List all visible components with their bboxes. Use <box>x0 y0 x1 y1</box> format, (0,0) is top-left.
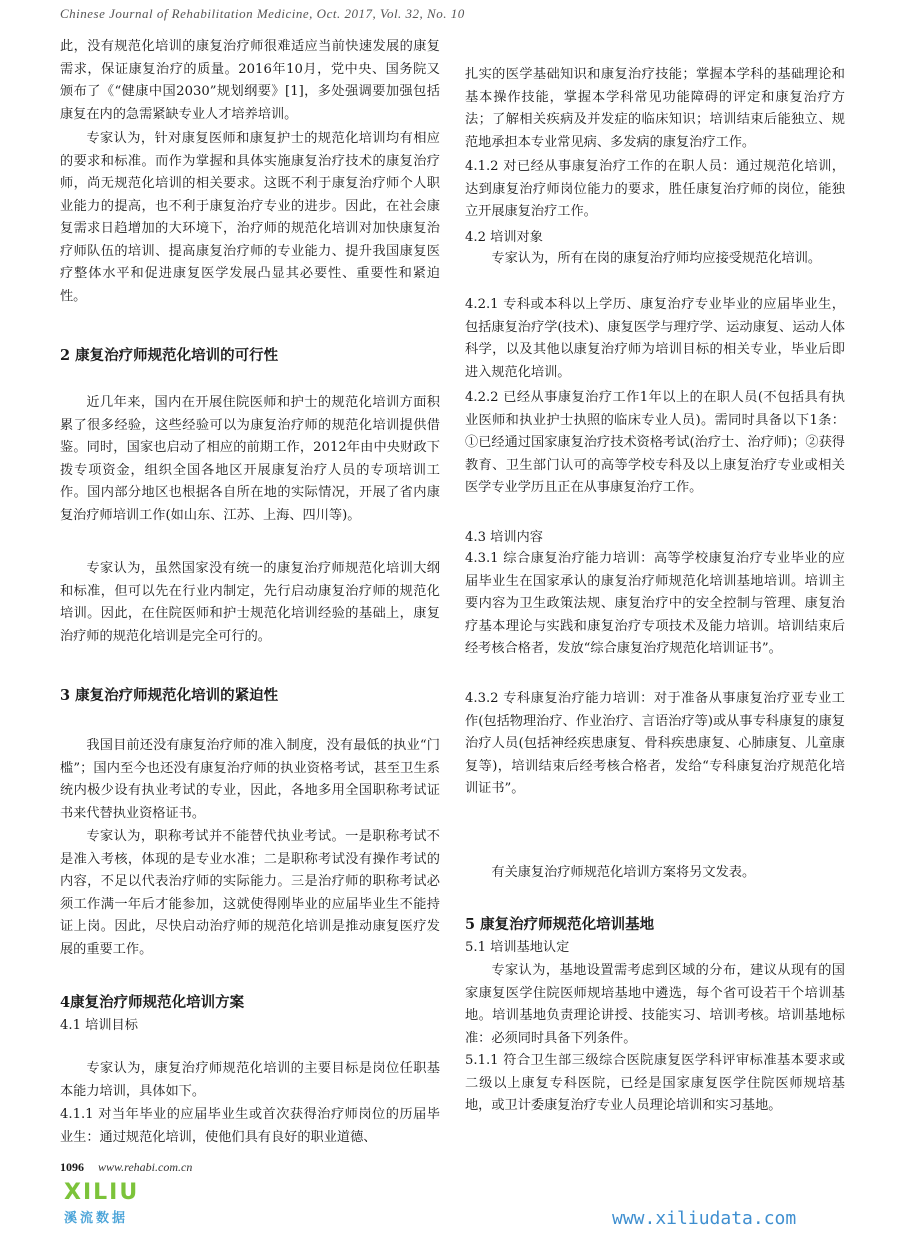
xiliu-logo <box>64 1180 154 1228</box>
logo-wordmark: XILIU <box>64 1180 140 1205</box>
paragraph: 4.2.2 已经从事康复治疗工作1年以上的在职人员(不包括具有执业医师和执业护士执照的临床专业人员)。需同时具备以下1条：①已经通过国家康复治疗技术资格考试(治疗士、治疗师)；②获得教育、卫生部门认可的高等学校专科及以上康复治疗专业或相关医学专业学历且正在从事康复治疗工作。 <box>465 390 845 495</box>
paragraph: 专家认为，康复治疗师规范化培训的主要目标是岗位任职基本能力培训，具体如下。 <box>60 1061 440 1099</box>
paragraph: 我国目前还没有康复治疗师的准入制度，没有最低的执业“门槛”；国内至今也还没有康复治疗师的执业资格考试，甚至卫生系统内极少设有执业考试的专业，因此，各地多用全国职称考试证书来代替执业资格证书。 <box>60 738 440 821</box>
subsection-heading: 4.1 培训目标 <box>60 1018 138 1033</box>
section-heading: 4康复治疗师规范化培训方案 <box>60 994 245 1011</box>
section-heading: 3 康复治疗师规范化培训的紧迫性 <box>60 687 279 704</box>
paragraph: 专家认为，职称考试并不能替代执业考试。一是职称考试不是准入考核，体现的是专业水准；二是职称考试没有操作考试的内容，不足以代表治疗师的实际能力。三是治疗师的职称考试必须工作满一年后才能参加，这就使得刚毕业的应届毕业生不能持证上岗。因此，尽快启动治疗师的规范化培训是推动康复医疗发展的重要工作。 <box>60 829 440 957</box>
section-heading: 2 康复治疗师规范化培训的可行性 <box>60 347 279 364</box>
journal-header: Chinese Journal of Rehabilitation Medicine, Oct. 2017, Vol. 32, No. 10 <box>60 6 465 21</box>
paragraph: 专家认为，虽然国家没有统一的康复治疗师规范化培训大纲和标准，但可以先在行业内制定，先行启动康复治疗师的规范化培训。因此，在住院医师和护士规范化培训经验的基础上，康复治疗师的规范化培训是完全可行的。 <box>60 561 440 644</box>
paragraph: 4.2.1 专科或本科以上学历、康复治疗专业毕业的应届毕业生，包括康复治疗学(技术)、康复医学与理疗学、运动康复、运动人体科学，以及其他以康复治疗师为培训目标的相关专业，毕业后即进入规范化培训。 <box>465 297 845 380</box>
section-heading: 5 康复治疗师规范化培训基地 <box>465 916 655 933</box>
logo-subtitle: 溪流数据 <box>64 1211 129 1226</box>
paragraph: 此，没有规范化培训的康复治疗师很难适应当前快速发展的康复需求，保证康复治疗的质量。2016年10月，党中央、国务院又颁布了《“健康中国2030”规划纲要》[1]，多处强调要加强包括康复在内的急需紧缺专业人才培养培训。 <box>60 39 440 122</box>
paragraph: 扎实的医学基础知识和康复治疗技能；掌握本学科的基础理论和基本操作技能，掌握本学科常见功能障碍的评定和康复治疗方法；了解相关疾病及并发症的临床知识；培训结束后能独立、规范地承担本专业常见病、多发病的康复治疗工作。 <box>465 67 845 150</box>
footer-url: www.rehabi.com.cn <box>98 1160 193 1174</box>
paragraph: 有关康复治疗师规范化培训方案将另文发表。 <box>491 865 756 880</box>
paragraph: 4.1.1 对当年毕业的应届毕业生或首次获得治疗师岗位的历届毕业生：通过规范化培训，使他们具有良好的职业道德、 <box>60 1107 440 1145</box>
watermark-url: www.xiliudata.com <box>612 1208 797 1229</box>
paragraph: 专家认为，针对康复医师和康复护士的规范化培训均有相应的要求和标准。而作为掌握和具体实施康复治疗技术的康复治疗师，尚无规范化培训的相关要求。这既不利于康复治疗师个人职业能力的提高，也不利于康复治疗专业的进步。因此，在社会康复需求日趋增加的大环境下，治疗师的规范化培训对加快康复治疗师队伍的培训、提高康复治疗师的专业能力、提升我国康复医疗整体水平和促进康复医学发展凸显其必要性、重要性和紧迫性。 <box>60 131 440 304</box>
paragraph: 4.1.2 对已经从事康复治疗工作的在职人员：通过规范化培训，达到康复治疗师岗位能力的要求，胜任康复治疗师的岗位，能独立开展康复治疗工作。 <box>465 159 845 219</box>
paragraph: 4.3.2 专科康复治疗能力培训：对于准备从事康复治疗亚专业工作(包括物理治疗、作业治疗、言语治疗等)或从事专科康复的康复治疗人员(包括神经疾患康复、骨科疾患康复、心肺康复、儿童康复等)，培训结束后经考核合格者，发给“专科康复治疗规范化培训证书”。 <box>465 691 845 796</box>
subsection-heading: 4.2 培训对象 <box>465 230 543 245</box>
page-number: 1096 <box>60 1160 84 1174</box>
paragraph: 专家认为，所有在岗的康复治疗师均应接受规范化培训。 <box>491 251 822 266</box>
subsection-heading: 5.1 培训基地认定 <box>465 940 570 955</box>
paragraph: 5.1.1 符合卫生部三级综合医院康复医学科评审标准基本要求或二级以上康复专科医院，已经是国家康复医学住院医师规培基地，或卫计委康复治疗专业人员理论培训和实习基地。 <box>465 1053 845 1113</box>
paragraph: 4.3.1 综合康复治疗能力培训：高等学校康复治疗专业毕业的应届毕业生在国家承认的康复治疗师规范化培训基地培训。培训主要内容为卫生政策法规、康复治疗中的安全控制与管理、康复治疗基本理论与实践和康复治疗专项技术及能力培训。培训结束后经考核合格者，发放“综合康复治疗规范化培训证书”。 <box>465 551 845 656</box>
paragraph: 专家认为，基地设置需考虑到区域的分布，建议从现有的国家康复医学住院医师规培基地中遴选，每个省可设若干个培训基地。培训基地负责理论讲授、技能实习、培训考核。培训基地标准：必须同时具备下列条件。 <box>465 963 845 1046</box>
subsection-heading: 4.3 培训内容 <box>465 530 543 545</box>
paragraph: 近几年来，国内在开展住院医师和护士的规范化培训方面积累了很多经验，这些经验可以为康复治疗师的规范化培训提供借鉴。同时，国家也启动了相应的前期工作，2012年由中央财政下拨专项资金，组织全国各地区开展康复治疗人员的专项培训工作。国内部分地区也根据各自所在地的实际情况，开展了省内康复治疗师培训工作(如山东、江苏、上海、四川等)。 <box>60 395 440 523</box>
